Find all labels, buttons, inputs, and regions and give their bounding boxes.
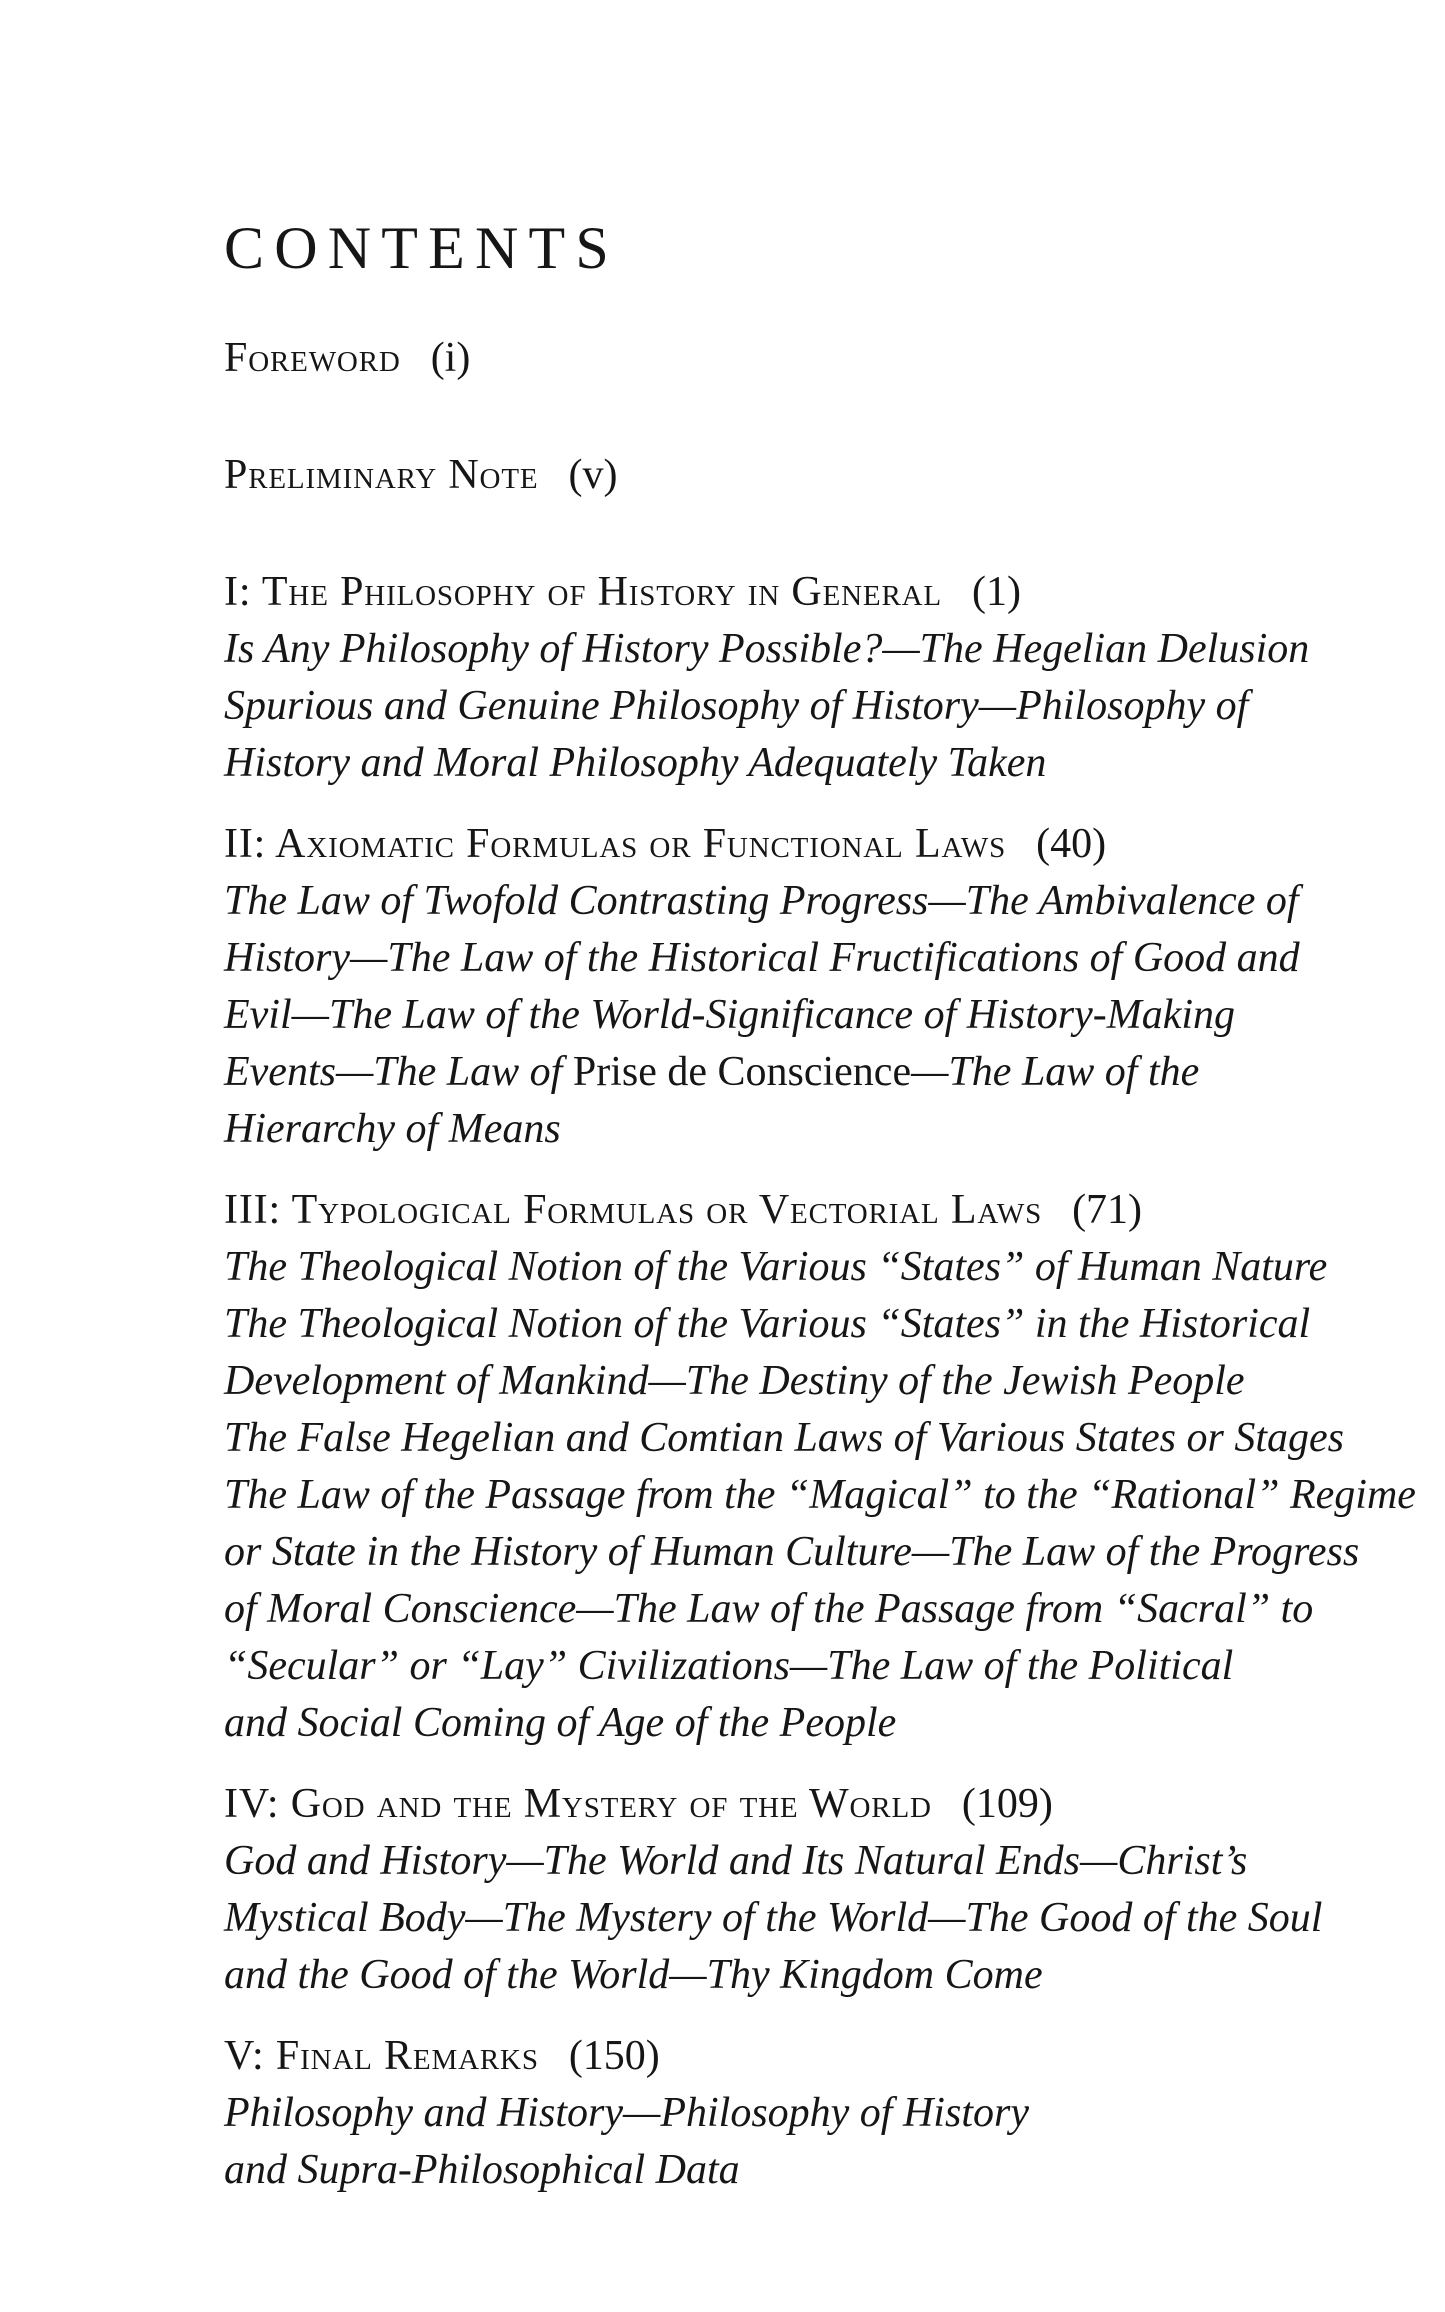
- subtitle-line: [224, 1833, 1415, 1890]
- subtitle-line: [224, 1695, 1415, 1752]
- toc-entry-heading-row: [224, 2028, 1415, 2085]
- subtitle-segment: The Law of the Passage from the “Magical” to the “Rational” Regime: [224, 1472, 1416, 1518]
- subtitle-segment: Evil—The Law of the World-Significance of History-Making: [224, 992, 1236, 1038]
- subtitle-line: [224, 735, 1415, 792]
- subtitle-line: [224, 1467, 1415, 1524]
- subtitle-segment: Hierarchy of Means: [224, 1106, 561, 1152]
- subtitle-line: [224, 1296, 1415, 1353]
- toc-entry-heading: III: Typological Formulas or Vectorial Laws: [224, 1187, 1043, 1233]
- toc-entry-heading-row: [224, 816, 1415, 873]
- subtitle-line: [224, 1524, 1415, 1581]
- toc-entry-page-number: (109): [961, 1781, 1053, 1827]
- subtitle-line: [224, 1410, 1415, 1467]
- toc-entry-heading-row: [224, 447, 1415, 504]
- subtitle-segment: Is Any Philosophy of History Possible?—The Hegelian Delusion: [224, 626, 1310, 672]
- subtitle-segment: History and Moral Philosophy Adequately Taken: [224, 740, 1047, 786]
- toc-entry-page-number: (1): [971, 569, 1021, 615]
- subtitle-line: [224, 1581, 1415, 1638]
- toc-entry-heading: V: Final Remarks: [224, 2033, 539, 2079]
- subtitle-segment: “Secular” or “Lay” Civilizations—The Law of the Political: [224, 1643, 1234, 1689]
- toc-entry-page-number: (71): [1072, 1187, 1143, 1233]
- toc-entry-heading: Foreword: [224, 335, 401, 381]
- toc-entry: [224, 564, 1415, 792]
- subtitle-line: [224, 678, 1415, 735]
- toc-entry-page-number: (i): [430, 335, 471, 381]
- toc-entry: [224, 447, 1415, 504]
- subtitle-line: [224, 873, 1415, 930]
- subtitle-line: [224, 1947, 1415, 2004]
- subtitle-segment: and Social Coming of Age of the People: [224, 1700, 897, 1746]
- subtitle-segment: Mystical Body—The Mystery of the World—The Good of the Soul: [224, 1895, 1323, 1941]
- toc-entry-heading-row: [224, 564, 1415, 621]
- subtitle-segment: History—The Law of the Historical Fructifications of Good and: [224, 935, 1300, 981]
- subtitle-line: [224, 2085, 1415, 2142]
- subtitle-segment: of Moral Conscience—The Law of the Passage from “Sacral” to: [224, 1586, 1314, 1632]
- subtitle-segment: The Theological Notion of the Various “States” in the Historical: [224, 1301, 1311, 1347]
- toc-entry-heading: IV: God and the Mystery of the World: [224, 1781, 932, 1827]
- toc-entry: [224, 330, 1415, 387]
- subtitle-segment: Philosophy and History—Philosophy of History: [224, 2090, 1029, 2136]
- subtitle-segment: Development of Mankind—The Destiny of the Jewish People: [224, 1358, 1245, 1404]
- toc-entry-heading-row: [224, 1776, 1415, 1833]
- toc-entry: [224, 2028, 1415, 2199]
- subtitle-line: [224, 1890, 1415, 1947]
- toc-entry: [224, 816, 1415, 1158]
- subtitle-line: [224, 1101, 1415, 1158]
- toc-entry-page-number: (150): [568, 2033, 660, 2079]
- subtitle-segment: The Theological Notion of the Various “States” of Human Nature: [224, 1244, 1328, 1290]
- subtitle-segment: God and History—The World and Its Natural Ends—Christ’s: [224, 1838, 1248, 1884]
- toc-entry-heading: I: The Philosophy of History in General: [224, 569, 942, 615]
- subtitle-segment: —The Law of the: [911, 1049, 1200, 1095]
- subtitle-line: [224, 1638, 1415, 1695]
- subtitle-segment: The False Hegelian and Comtian Laws of Various States or Stages: [224, 1415, 1345, 1461]
- subtitle-line: [224, 1353, 1415, 1410]
- subtitle-segment-roman: Prise de Conscience: [572, 1049, 912, 1095]
- subtitle-line: [224, 2142, 1415, 2199]
- toc-entry: [224, 1182, 1415, 1752]
- toc-entries: [224, 330, 1415, 2199]
- subtitle-line: [224, 930, 1415, 987]
- page-title: CONTENTS: [224, 215, 619, 281]
- toc-entry-page-number: (v): [568, 452, 618, 498]
- subtitle-segment: and Supra-Philosophical Data: [224, 2147, 740, 2193]
- subtitle-segment: Spurious and Genuine Philosophy of History—Philosophy of: [224, 683, 1249, 729]
- subtitle-line: [224, 987, 1415, 1044]
- subtitle-segment: Events—The Law of: [224, 1049, 573, 1095]
- toc-entry-page-number: (40): [1036, 821, 1107, 867]
- subtitle-segment: or State in the History of Human Culture—The Law of the Progress: [224, 1529, 1360, 1575]
- subtitle-line: [224, 1044, 1415, 1101]
- toc-entry-subtitle: [224, 621, 1415, 792]
- subtitle-segment: and the Good of the World—Thy Kingdom Come: [224, 1952, 1043, 1998]
- subtitle-line: [224, 1239, 1415, 1296]
- toc-entry: [224, 1776, 1415, 2004]
- toc-entry-subtitle: [224, 2085, 1415, 2199]
- toc-entry-subtitle: [224, 1239, 1415, 1752]
- toc-entry-heading: Preliminary Note: [224, 452, 539, 498]
- subtitle-line: [224, 621, 1415, 678]
- toc-entry-heading: II: Axiomatic Formulas or Functional Laws: [224, 821, 1007, 867]
- toc-entry-heading-row: [224, 330, 1415, 387]
- toc-entry-subtitle: [224, 873, 1415, 1158]
- subtitle-segment: The Law of Twofold Contrasting Progress—The Ambivalence of: [224, 878, 1299, 924]
- toc-entry-heading-row: [224, 1182, 1415, 1239]
- toc-entry-subtitle: [224, 1833, 1415, 2004]
